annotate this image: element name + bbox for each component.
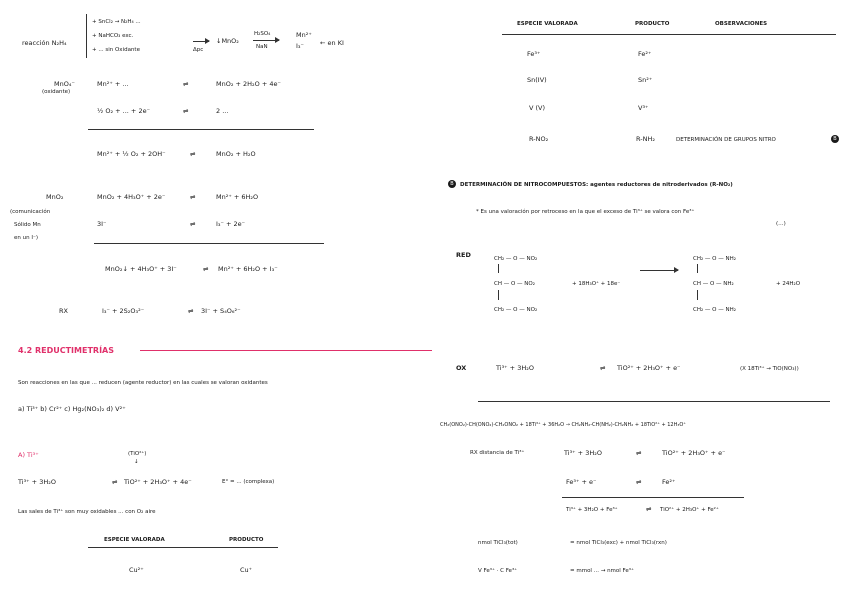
equilibrium-symbol: ⇌: [112, 478, 118, 486]
titrant-right: = mmol ... → nmol Fe³⁺: [570, 568, 634, 574]
block1-sum-left: Mn²⁺ + ½ O₂ + 2OH⁻: [97, 150, 166, 158]
table-cell: Cu⁺: [240, 566, 253, 574]
table-header-product: PRODUCTO: [229, 537, 264, 543]
table-cell: Sn²⁺: [638, 76, 653, 84]
result-top: Mn²⁺: [296, 31, 312, 39]
bond-line: [697, 264, 698, 273]
table-cell: Fe²⁺: [638, 50, 652, 58]
block3-right: 3I⁻ + S₄O₆²⁻: [201, 307, 241, 315]
table-cell: Fe³⁺: [527, 50, 541, 58]
block2-sum-left: MnO₂↓ + 4H₃O⁺ + 3I⁻: [105, 265, 177, 273]
bond-line: [498, 290, 499, 300]
hydrazine-product: ↓MnO₂: [216, 37, 239, 45]
annotation-top: (TiO²⁺): [128, 451, 147, 457]
table-cell: R-NO₂: [529, 135, 549, 143]
mole-balance-left: nmol TiCl₃(tot): [478, 540, 518, 546]
block3-left: I₃⁻ + 2S₂O₃²⁻: [102, 307, 145, 315]
overall-reaction: CH₂(ONO₂)-CH(ONO₂)-CH₂ONO₂ + 18Ti³⁺ + 36H₂O → CH₂NH₂-CH(NH₂)-CH₂NH₂ + 18TiO²⁺ + 12H₃O⁺: [440, 422, 686, 428]
hydrazine-option-1: + SnCl₂ → N₂H₄ ...: [92, 19, 141, 25]
ti-eq-mid: TiO²⁺ + 2H₃O⁺ + 4e⁻: [124, 478, 192, 486]
subsection-a: A) Ti³⁺: [18, 451, 39, 459]
block2-sum-right: Mn²⁺ + 6H₂O + I₃⁻: [218, 265, 278, 273]
table-cell: V (V): [529, 104, 546, 112]
section-badge: B: [831, 135, 839, 143]
equilibrium-symbol: ⇌: [190, 220, 196, 228]
table-cell: Sn(IV): [527, 76, 547, 84]
bond-line: [697, 290, 698, 300]
determination-sub-2: (…): [776, 221, 786, 227]
block2-label: MnO₂: [46, 193, 64, 201]
determination-title: DETERMINACIÓN DE NITROCOMPUESTOS: agentes reductores de nitroderivados (R-NO₂): [460, 182, 733, 188]
block1-eq2-left: ½ O₂ + ... + 2e⁻: [97, 107, 151, 115]
reaction-arrow: [640, 270, 678, 271]
result-bottom: I₃⁻: [296, 42, 304, 50]
back-sum-left: Ti³⁺ + 3H₂O + Fe³⁺: [566, 507, 618, 513]
table-divider: [88, 547, 278, 548]
brace-line: [86, 14, 87, 58]
equilibrium-symbol: ⇌: [636, 449, 642, 457]
block1-eq1-left: Mn²⁺ + ...: [97, 80, 129, 88]
bond-line: [498, 264, 499, 273]
table-header-observations: OBSERVACIONES: [715, 21, 768, 27]
equilibrium-symbol: ⇌: [183, 80, 189, 88]
back-eq2-right: Fe²⁺: [662, 478, 676, 486]
determination-sub-1: * Es una valoración por retroceso en la que el exceso de Ti³⁺ se valora con Fe³⁺: [476, 209, 695, 215]
table-cell: R-NH₂: [636, 135, 655, 143]
back-eq2-left: Fe³⁺ + e⁻: [566, 478, 597, 486]
equilibrium-symbol: ⇌: [646, 505, 652, 513]
block2-sublabel-1: (comunicación: [10, 209, 51, 215]
table-header-product: PRODUCTO: [635, 21, 670, 27]
sum-divider: [562, 497, 744, 498]
reaction-arrow: [193, 41, 209, 42]
section-number: B: [448, 180, 456, 188]
fraction-bottom: NaN: [256, 44, 268, 50]
reactant-row: CH₂ — O — NO₂: [494, 307, 538, 313]
block1-eq1-right: MnO₂ + 2H₂O + 4e⁻: [216, 80, 281, 88]
reactant-row: CH₂ — O — NO₂: [494, 256, 538, 262]
hydrazine-option-3: + ... sin Oxidante: [92, 47, 140, 53]
table-cell: DETERMINACIÓN DE GRUPOS NITRO: [676, 137, 776, 143]
equilibrium-symbol: ⇌: [190, 150, 196, 158]
back-titration-label: RX distancia de Ti³⁺: [470, 450, 525, 456]
block1-sum-right: MnO₂ + H₂O: [216, 150, 256, 158]
equilibrium-symbol: ⇌: [183, 107, 189, 115]
block2-sublabel-2: Sólido Mn: [14, 222, 41, 228]
reaction-arrow: [253, 40, 279, 41]
block1-label: MnO₄⁻: [54, 80, 75, 88]
titrant-left: V Fe³⁺ · C Fe³⁺: [478, 568, 518, 574]
equilibrium-symbol: ⇌: [636, 478, 642, 486]
block3-label: RX: [59, 307, 68, 315]
reductant-list: a) Ti³⁺ b) Cr²⁺ c) Hg₂(NO₃)₂ d) V²⁺: [18, 405, 126, 413]
sum-divider: [94, 243, 324, 244]
ox-left: Ti³⁺ + 3H₂O: [496, 364, 534, 372]
product-row: CH₂ — O — NH₂: [693, 256, 736, 262]
annotation-arrow: ↓: [134, 459, 139, 465]
table-divider: [502, 34, 836, 35]
table-cell: V³⁺: [638, 104, 649, 112]
red-label: RED: [456, 251, 471, 259]
section-title: 4.2 REDUCTIMETRÍAS: [18, 346, 114, 355]
result-tail: ← en KI: [320, 39, 344, 47]
back-sum-right: TiO²⁺ + 2H₃O⁺ + Fe²⁺: [660, 507, 719, 513]
product-row: CH₂ — O — NH₂: [693, 307, 736, 313]
hydrazine-label: reacción N₂H₄: [22, 39, 67, 47]
table-cell: Cu²⁺: [129, 566, 144, 574]
ox-right: TiO²⁺ + 2H₃O⁺ + e⁻: [617, 364, 681, 372]
block2-eq1-right: Mn²⁺ + 6H₂O: [216, 193, 259, 201]
section-divider: [478, 401, 830, 402]
block2-eq2-left: 3I⁻: [97, 220, 107, 228]
table-header-species: ESPECIE VALORADA: [517, 21, 578, 27]
ti-eq-left: Ti³⁺ + 3H₂O: [18, 478, 56, 486]
section-note: Las sales de Ti³⁺ son muy oxidables ... con O₂ aire: [18, 509, 156, 515]
block1-eq2-right: 2 ...: [216, 107, 229, 115]
section-underline: [140, 350, 432, 351]
reactant-row: CH — O — NO₂: [494, 281, 535, 287]
block2-eq2-right: I₃⁻ + 2e⁻: [216, 220, 246, 228]
sum-divider: [88, 129, 314, 130]
equilibrium-symbol: ⇌: [188, 307, 194, 315]
arrow-label: Δpc: [193, 47, 204, 53]
table-header-species: ESPECIE VALORADA: [104, 537, 165, 543]
product-row: CH — O — NH₂: [693, 281, 734, 287]
back-eq1-left: Ti³⁺ + 3H₂O: [564, 449, 602, 457]
ti-eq-right: E° = ... (complexa): [222, 479, 275, 485]
ox-label: OX: [456, 364, 467, 372]
product-plus: + 24H₂O: [776, 281, 801, 287]
block1-sublabel: (oxidante): [42, 89, 71, 95]
block2-sublabel-3: en un I⁻): [14, 235, 39, 241]
ox-tail: (X 18Ti³⁺ → TiO(NO₃)): [740, 366, 799, 372]
block2-eq1-left: MnO₂ + 4H₃O⁺ + 2e⁻: [97, 193, 166, 201]
fraction-top: H₂SO₄: [254, 31, 271, 37]
section-intro: Son reacciones en las que ... reducen (agente reductor) en las cuales se valoran oxidantes: [18, 380, 268, 386]
equilibrium-symbol: ⇌: [203, 265, 209, 273]
back-eq1-right: TiO²⁺ + 2H₃O⁺ + e⁻: [662, 449, 726, 457]
mole-balance-right: = nmol TiCl₃(exc) + nmol TiCl₃(rxn): [570, 540, 667, 546]
hydrazine-option-2: + NaHCO₃ exc.: [92, 33, 134, 39]
reactant-plus: + 18H₃O⁺ + 18e⁻: [572, 281, 621, 287]
equilibrium-symbol: ⇌: [190, 193, 196, 201]
equilibrium-symbol: ⇌: [600, 364, 606, 372]
